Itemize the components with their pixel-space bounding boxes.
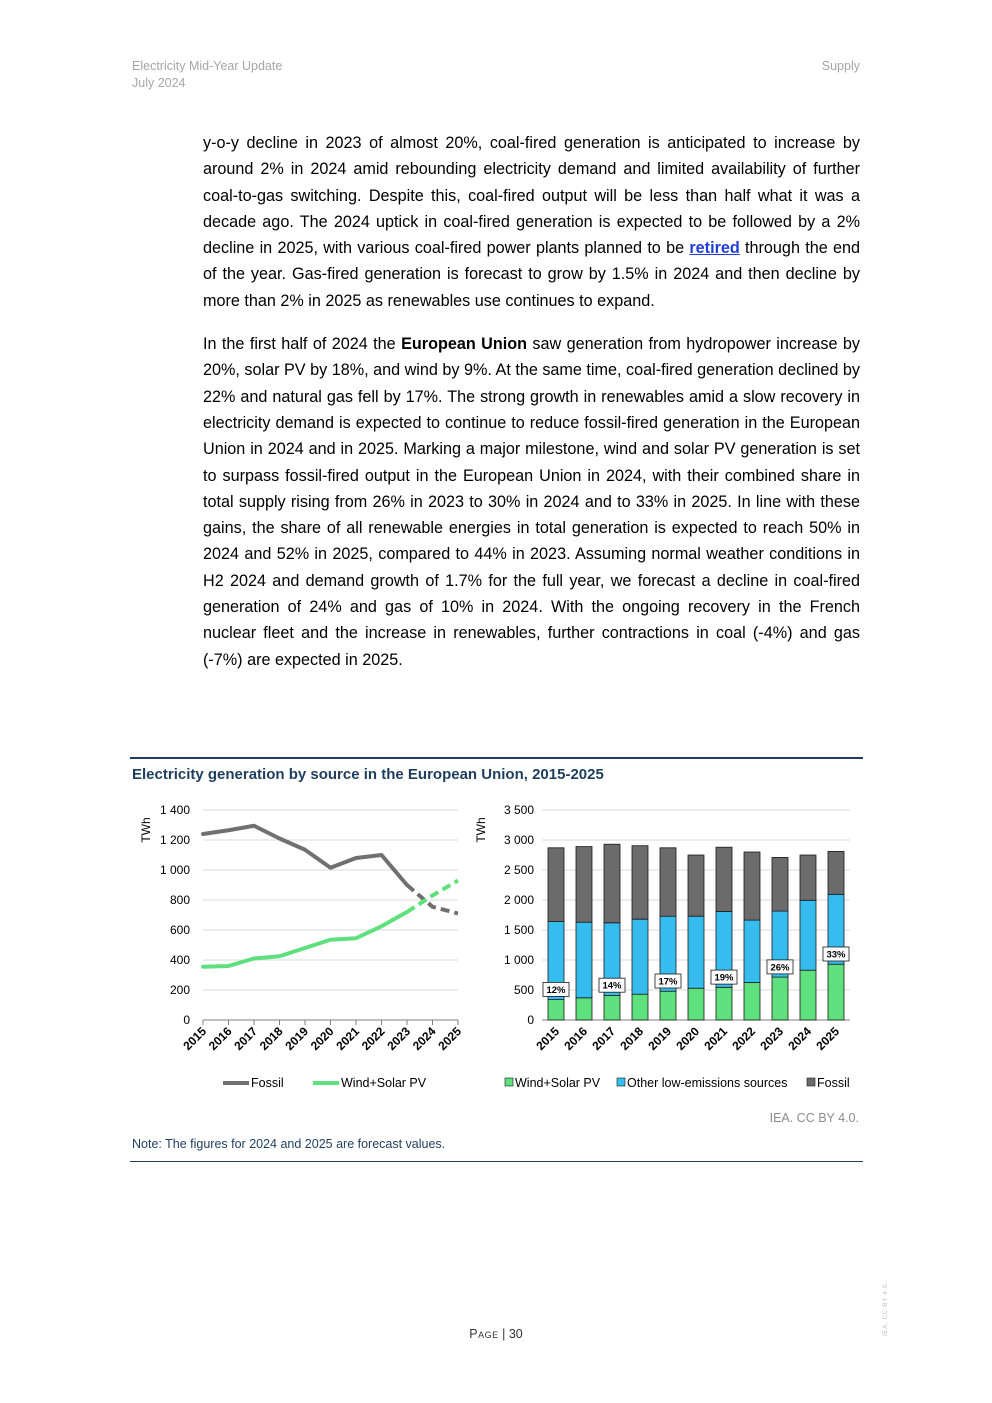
x-tick-label: 2024 (785, 1024, 815, 1054)
x-tick-label: 2016 (561, 1024, 591, 1054)
y-tick-label: 500 (513, 983, 534, 997)
region-name: European Union (401, 335, 527, 354)
legend-label-fossil: Fossil (817, 1076, 850, 1090)
x-tick-label: 2017 (589, 1024, 619, 1054)
side-credit (878, 1276, 890, 1336)
x-tick-label: 2017 (231, 1024, 261, 1054)
figure-note: Note: The figures for 2024 and 2025 are forecast values. (132, 1137, 446, 1151)
figure-title: Electricity generation by source in the European Union, 2015-2025 (132, 766, 604, 783)
legend-label-wind-solar-pv: Wind+Solar PV (515, 1076, 601, 1090)
bar-fossil (660, 848, 676, 916)
y-tick-label: 400 (169, 953, 190, 967)
paragraph-eu-outlook (203, 331, 860, 673)
bar-fossil (772, 857, 788, 911)
y-tick-label: 1 000 (159, 863, 190, 877)
y-tick-label: 1 500 (503, 923, 534, 937)
y-tick-label: 600 (169, 923, 190, 937)
x-tick-label: 2025 (435, 1024, 465, 1054)
y-tick-label: 800 (169, 893, 190, 907)
running-header-left (132, 58, 282, 92)
legend-label-wind-solar-pv: Wind+Solar PV (341, 1076, 427, 1090)
side-credit-text: IEA. CC BY 4.0. (882, 1282, 889, 1336)
x-tick-label: 2024 (409, 1024, 439, 1054)
bar-fossil (632, 846, 648, 920)
y-tick-label: 0 (527, 1013, 534, 1027)
stacked-bar-chart (465, 795, 865, 1100)
x-tick-label: 2015 (533, 1024, 563, 1054)
legend-swatch-fossil (807, 1078, 815, 1086)
x-tick-label: 2020 (307, 1024, 337, 1054)
bar-fossil (576, 847, 592, 923)
bar-wind-solar-pv (716, 987, 732, 1020)
running-header-section: Supply (821, 59, 860, 73)
y-tick-label: 3 000 (503, 833, 534, 847)
y-tick-label: 2 000 (503, 893, 534, 907)
x-tick-label: 2020 (673, 1024, 703, 1054)
paragraph-text: In the first half of 2024 the (203, 335, 402, 354)
legend-label-fossil: Fossil (251, 1076, 284, 1090)
paragraph-text: saw generation from hydropower increase by 20%, solar PV by 18%, and wind by 9%. At the same time, coal-fired generation declined by 22% and natural gas fell by 17%. The strong growth in renewables amid a slow recovery in electricity demand is expected to continue to reduce fossil-fired generation in the European Union in 2024 and in 2025. Marking a major milestone, wind and solar PV generation is set to surpass fossil-fired output in the European Union in 2024, with their combined share in total supply rising from 26% in 2023 to 30% in 2024 and to 33% in 2025. In line with these gains, the share of all renewable energies in total generation is expected to reach 50% in 2024 and 52% in 2025, compared to 44% in 2023. Assuming normal weather conditions in H2 2024 and demand growth of 1.7% for the full year, we forecast a decline in coal-fired generation of 24% and gas of 10% in 2024. With the ongoing recovery in the French nuclear fleet and the increase in renewables, further contractions in coal (-4%) and gas (-7%) are expected in 2025. (203, 335, 860, 669)
x-tick-label: 2023 (384, 1024, 414, 1054)
y-tick-label: 200 (169, 983, 190, 997)
paragraph-text: through the end of the year. Gas-fired generation is forecast to grow by 1.5% in 2024 and then decline by more than 2% in 2025 as renewables use continues to expand. (203, 239, 861, 310)
bar-wind-solar-pv (688, 988, 704, 1020)
share-label: 14% (602, 980, 622, 992)
x-tick-label: 2018 (256, 1024, 286, 1054)
bar-wind-solar-pv (744, 983, 760, 1021)
x-tick-label: 2019 (645, 1024, 675, 1054)
bar-other-low-emissions-sources (744, 920, 760, 982)
bar-fossil (716, 847, 732, 911)
y-tick-label: 1 000 (503, 953, 534, 967)
x-tick-label: 2022 (358, 1024, 388, 1054)
figure-source: IEA. CC BY 4.0. (769, 1111, 859, 1125)
bar-other-low-emissions-sources (800, 900, 816, 970)
figure-bottom-rule (130, 1161, 863, 1162)
bar-wind-solar-pv (576, 998, 592, 1020)
bar-wind-solar-pv (772, 977, 788, 1020)
x-tick-label: 2021 (701, 1024, 731, 1054)
legend-swatch-wind-solar-pv (505, 1078, 513, 1086)
paragraph-coal-outlook (203, 130, 860, 314)
page-number-value: 30 (508, 1327, 523, 1341)
bar-fossil (604, 844, 620, 923)
body-text (203, 130, 860, 690)
y-tick-label: 2 500 (503, 863, 534, 877)
x-tick-label: 2016 (205, 1024, 235, 1054)
retired-link[interactable]: retired (689, 239, 740, 258)
doc-date: July 2024 (132, 76, 186, 90)
y-tick-label: 3 500 (503, 803, 534, 817)
figure-top-rule (130, 757, 863, 759)
bar-wind-solar-pv (548, 1000, 564, 1020)
x-tick-label: 2019 (282, 1024, 312, 1054)
page-label: Page (469, 1327, 499, 1341)
legend-swatch-other-low-emissions-sources (617, 1078, 625, 1086)
legend-label-other-low-emissions-sources: Other low-emissions sources (627, 1076, 788, 1090)
y-tick-label: 1 400 (159, 803, 190, 817)
share-label: 33% (826, 949, 846, 961)
share-label: 17% (658, 976, 678, 988)
bar-wind-solar-pv (632, 994, 648, 1020)
x-tick-label: 2025 (813, 1024, 843, 1054)
bar-wind-solar-pv (828, 964, 844, 1020)
doc-title: Electricity Mid-Year Update (132, 59, 283, 73)
share-label: 26% (770, 962, 790, 974)
bar-fossil (688, 855, 704, 916)
x-tick-label: 2018 (617, 1024, 647, 1054)
y-axis-label: TWh (139, 817, 153, 843)
series-line-wind-solar-pv (203, 912, 407, 967)
line-chart (130, 795, 470, 1100)
share-label: 19% (714, 972, 734, 984)
bar-fossil (800, 855, 816, 900)
bar-other-low-emissions-sources (688, 916, 704, 988)
x-tick-label: 2015 (180, 1024, 210, 1054)
bar-wind-solar-pv (800, 970, 816, 1020)
x-tick-label: 2022 (729, 1024, 759, 1054)
y-tick-label: 1 200 (159, 833, 190, 847)
series-line-fossil (203, 826, 407, 885)
bar-wind-solar-pv (604, 995, 620, 1020)
x-tick-label: 2023 (757, 1024, 787, 1054)
page-number: Page | 30 (469, 1327, 523, 1341)
y-axis-label: TWh (474, 817, 488, 843)
y-tick-label: 0 (183, 1013, 190, 1027)
bar-fossil (828, 851, 844, 894)
share-label: 12% (546, 984, 566, 996)
bar-fossil (548, 848, 564, 922)
x-tick-label: 2021 (333, 1024, 363, 1054)
bar-other-low-emissions-sources (576, 922, 592, 998)
bar-fossil (744, 852, 760, 920)
bar-wind-solar-pv (660, 991, 676, 1020)
paragraph-text: y-o-y decline in 2023 of almost 20%, coal-fired generation is anticipated to increase by around 2% in 2024 amid rebounding electricity demand and limited availability of further coal-to-gas switching. Despite this, coal-fired output will be less than half what it was a decade ago. The 2024 uptick in coal-fired generation is expected to be followed by a 2% decline in 2025, with various coal-fired power plants planned to be (203, 134, 860, 258)
bar-other-low-emissions-sources (632, 919, 648, 994)
